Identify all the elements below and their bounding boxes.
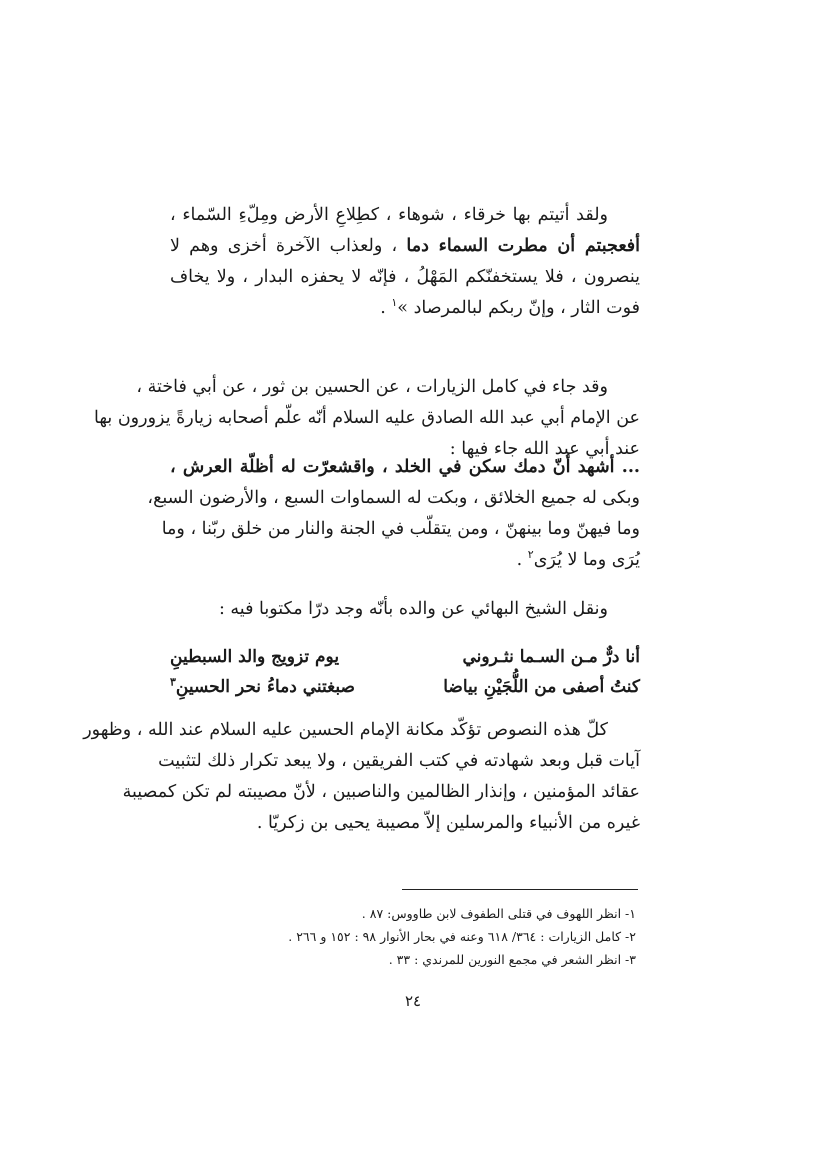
text-line: عند أبي عبد الله جاء فيها : bbox=[449, 439, 640, 459]
footnote-1: ١- انظر اللهوف في قتلى الطفوف لابن طاووس: ٨٧ . bbox=[361, 906, 636, 921]
text-line: غيره من الأنبياء والمرسلين إلاّ مصيبة يحيى بن زكريّا . bbox=[256, 813, 640, 833]
text-fragment: . bbox=[380, 298, 392, 318]
paragraph-ziyarah-text bbox=[147, 452, 640, 576]
text-fragment: ، ولعذاب الآخرة أخزى وهم لا bbox=[170, 236, 407, 256]
paragraph-sermon-quote bbox=[170, 200, 640, 324]
text-line: عن الإمام أبي عبد الله الصادق عليه السلام أنّه علّم أصحابه زيارةً يزورون بها bbox=[94, 408, 640, 428]
text-line: ... أشهد أنّ دمك سكن في الخلد ، واقشعرّت له أظلّة العرش ، bbox=[170, 457, 640, 477]
text-line: كلّ هذه النصوص تؤكّد مكانة الإمام الحسين عليه السلام عند الله ، وظهور bbox=[83, 720, 608, 740]
text-fragment: يُرَى وما لا يُرَى bbox=[533, 550, 640, 570]
hemistich-first: أنا درٌّ مـن السـما نثـروني bbox=[462, 647, 640, 667]
footnote-2: ٢- كامل الزيارات : ٣٦٤/ ٦١٨ وعنه في بحار الأنوار ٩٨ : ١٥٢ و ٢٦٦ . bbox=[288, 929, 636, 944]
hemistich-second bbox=[170, 672, 355, 702]
footnote-marker: ٢ bbox=[527, 548, 534, 562]
footnote-marker: ٣ bbox=[170, 675, 176, 689]
text-line bbox=[170, 293, 640, 324]
text-line: ينصرون ، فلا يستخفنّكم المَهْلُ ، فإنّه لا يحفزه البدار ، ولا يخاف bbox=[170, 267, 640, 287]
verse-row bbox=[170, 642, 640, 672]
poem-verse bbox=[170, 642, 640, 702]
text-line: آيات قبل وبعد شهادته في كتب الفريقين ، ولا يبعد تكرار ذلك لتثبيت bbox=[158, 751, 640, 771]
text-line: ولقد أتيتم بها خرقاء ، شوهاء ، كطِلاعِ الأرض ومِلّءِ السّماء ، bbox=[170, 205, 608, 225]
verse-row bbox=[170, 672, 640, 702]
text-line bbox=[170, 545, 640, 576]
text-line: وقد جاء في كامل الزيارات ، عن الحسين بن ثور ، عن أبي فاختة ، bbox=[136, 377, 608, 397]
paragraph-shaykh-bahai bbox=[170, 594, 640, 625]
text-line bbox=[170, 231, 640, 262]
footnotes bbox=[170, 902, 636, 971]
bold-phrase: أفعجبتم أن مطرت السماء دما bbox=[406, 236, 640, 256]
text-fragment: صبغتني دماءُ نحر الحسينِ bbox=[175, 677, 355, 697]
hemistich-first: كنتُ أصفى من اللُّجَيْنِ بياضا bbox=[443, 677, 640, 697]
text-fragment: فوت الثار ، وإنّ ربكم لبالمرصاد » bbox=[397, 298, 640, 318]
footnote-3: ٣- انظر الشعر في مجمع النورين للمرندي : ٣٣ . bbox=[388, 952, 636, 967]
text-line: عقائد المؤمنين ، وإنذار الظالمين والناصبين ، لأنّ مصيبته لم تكن كمصيبة bbox=[122, 782, 640, 802]
text-line: وبكى له جميع الخلائق ، وبكت له السماوات السبع ، والأرضون السبع، bbox=[147, 488, 640, 508]
text-fragment: . bbox=[516, 550, 528, 570]
hemistich-second: يوم تزويج والد السبطينِ bbox=[170, 647, 340, 667]
text-line: وما فيهنّ وما بينهنّ ، ومن يتقلّب في الجنة والنار من خلق ربّنا ، وما bbox=[161, 519, 640, 539]
footnote-separator bbox=[402, 889, 638, 890]
page-number: ٢٤ bbox=[404, 992, 422, 1010]
text-line: ونقل الشيخ البهائي عن والده بأنّه وجد درّا مكتوبا فيه : bbox=[218, 599, 608, 619]
paragraph-conclusion bbox=[83, 715, 640, 839]
footnote-marker: ١ bbox=[391, 296, 398, 310]
